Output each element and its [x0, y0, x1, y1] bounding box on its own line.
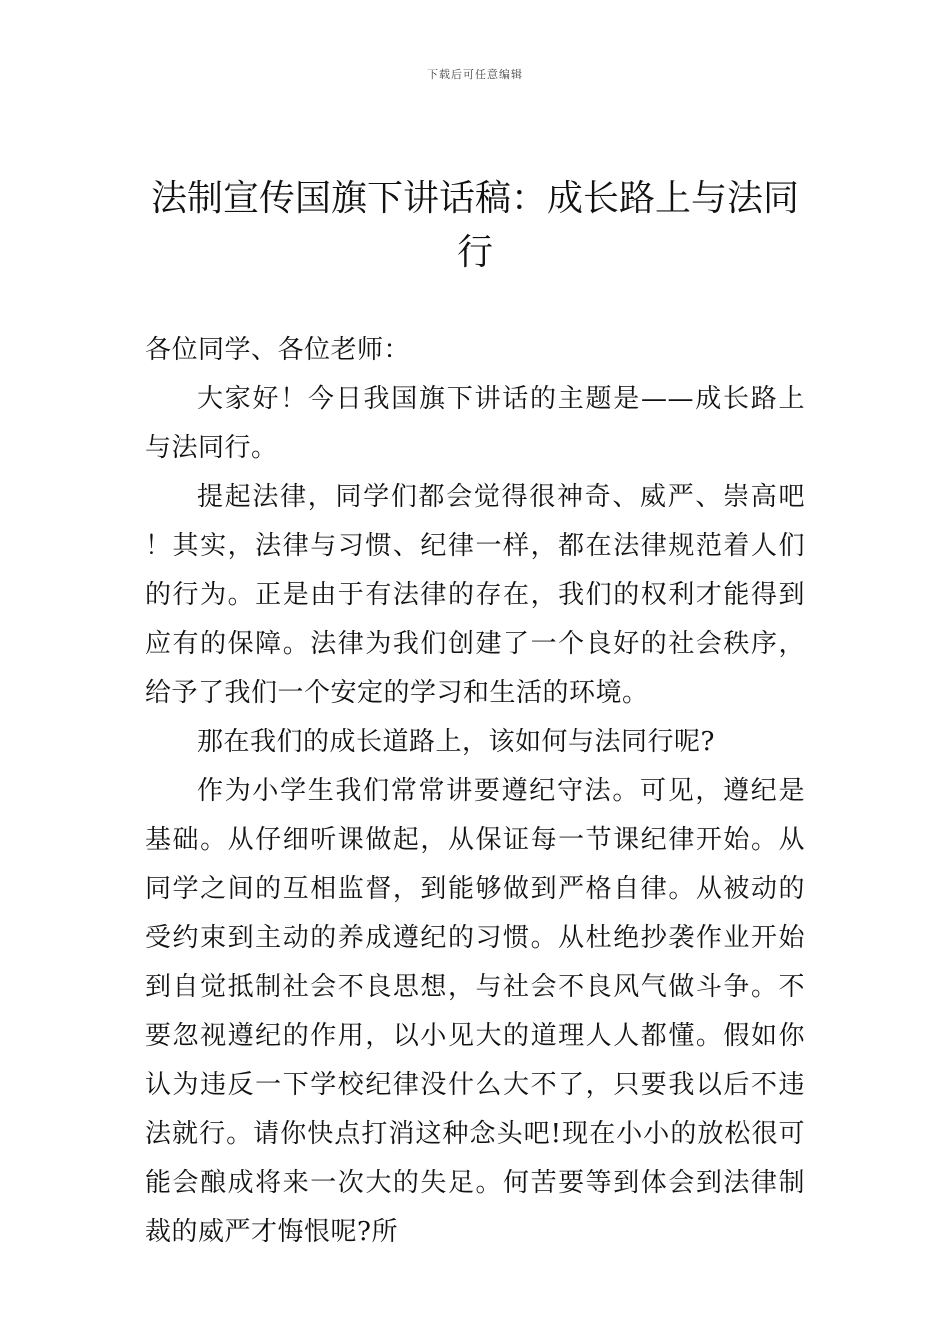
paragraph-4: 作为小学生我们常常讲要遵纪守法。可见，遵纪是基础。从仔细听课做起，从保证每一节课纪律开始。从同学之间的互相监督，到能够做到严格自律。从被动的受约束到主动的养成遵纪的习惯。从杜绝抄袭作业开始到自觉抵制社会不良思想，与社会不良风气做斗争。不要忽视遵纪的作用，以小见大的道理人人都懂。假如你认为违反一下学校纪律没什么大不了，只要我以后不违法就行。请你快点打消这种念头吧!现在小小的放松很可能会酿成将来一次大的失足。何苦要等到体会到法律制裁的威严才悔恨呢?所: [145, 776, 805, 1247]
paragraph-2: 提起法律，同学们都会觉得很神奇、威严、崇高吧 ！其实，法律与习惯、纪律一样，都在法律规范着人们的行为。正是由于有法律的存在，我们的权利才能得到应有的保障。法律为我们创建了一个良好的社会秩序，给予了我们一个安定的学习和生活的环境。: [145, 482, 805, 708]
paragraph-3: 那在我们的成长道路上，该如何与法同行呢?: [197, 727, 715, 757]
document-body: [145, 326, 805, 1257]
document-title: 法制宣传国旗下讲话稿：成长路上与法同行: [150, 178, 799, 273]
greeting-line: 各位同学、各位老师：: [145, 335, 411, 365]
paragraph-1: 大家好！今日我国旗下讲话的主题是——成长路上与法同行。: [145, 384, 805, 463]
header-note: 下载后可任意编辑: [427, 68, 523, 81]
